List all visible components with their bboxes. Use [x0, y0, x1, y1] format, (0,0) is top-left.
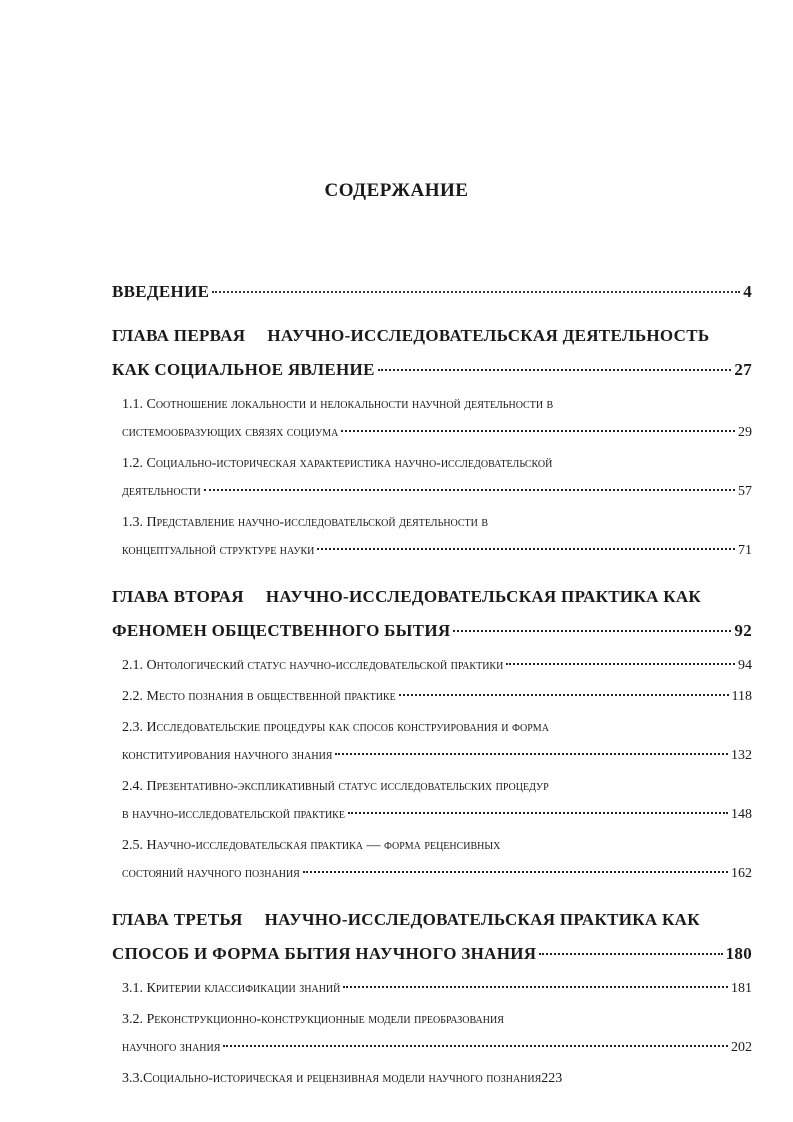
chapter-3-heading[interactable] — [112, 910, 752, 978]
section-3-1-page: 181 — [731, 981, 752, 996]
page-title: СОДЕРЖАНИЕ — [324, 180, 469, 201]
chapter-1-title-line2: КАК СОЦИАЛЬНОЕ ЯВЛЕНИЕ — [112, 360, 375, 379]
section-2-4-page: 148 — [731, 807, 752, 822]
section-1-1[interactable] — [122, 397, 752, 453]
toc-chapter-2 — [112, 587, 752, 894]
toc-intro[interactable] — [112, 282, 752, 310]
section-2-3-line1: 2.3. Исследовательские процедуры как способ конструирования и форма — [122, 720, 549, 735]
chapter-2-title-line2: ФЕНОМЕН ОБЩЕСТВЕННОГО БЫТИЯ — [112, 621, 451, 640]
section-1-3[interactable] — [122, 515, 752, 571]
intro-label: ВВЕДЕНИЕ — [112, 282, 210, 301]
section-3-2-page: 202 — [731, 1040, 752, 1055]
chapter-1-number: ГЛАВА ПЕРВАЯ — [112, 326, 246, 345]
section-1-2-line1: 1.2. Социально-историческая характеристика научно-исследовательской — [122, 456, 553, 471]
section-2-5-line2: состояний научного познания — [122, 866, 300, 881]
dot-leader — [399, 694, 729, 696]
toc-chapter-1 — [112, 326, 752, 571]
section-2-3-line2: конституирования научного знания — [122, 748, 333, 763]
chapter-1-page: 27 — [734, 360, 752, 379]
section-2-5-page: 162 — [731, 866, 752, 881]
section-3-2-line1: 3.2. Реконструкционно-конструкционные модели преобразования — [122, 1012, 504, 1027]
section-3-1[interactable] — [122, 981, 752, 1009]
section-1-1-line2: системообразующих связях социума — [122, 425, 339, 440]
section-1-1-page: 29 — [738, 425, 752, 440]
dot-leader — [303, 871, 728, 873]
section-3-2[interactable] — [122, 1012, 752, 1068]
dot-leader — [317, 548, 735, 550]
section-1-2-page: 57 — [738, 484, 752, 499]
section-2-5-line1: 2.5. Научно-исследовательская практика — форма реценсивных — [122, 838, 501, 853]
section-1-3-line2: концептуальной структуре науки — [122, 543, 315, 558]
section-1-2-line2: деятельности — [122, 484, 201, 499]
section-1-1-line1: 1.1. Соотношение локальности и нелокальности научной деятельности в — [122, 397, 554, 412]
section-2-2-title: 2.2. Место познания в общественной практике — [122, 689, 396, 704]
chapter-1-heading[interactable] — [112, 326, 752, 394]
dot-leader — [539, 953, 722, 955]
chapter-2-number: ГЛАВА ВТОРАЯ — [112, 587, 244, 606]
dot-leader — [212, 291, 740, 293]
dot-leader — [335, 753, 728, 755]
chapter-3-title-line1: НАУЧНО-ИССЛЕДОВАТЕЛЬСКАЯ ПРАКТИКА КАК — [264, 910, 700, 929]
section-3-3[interactable] — [122, 1071, 752, 1099]
dot-leader — [348, 812, 728, 814]
section-2-2-page: 118 — [731, 689, 752, 704]
table-of-contents — [112, 282, 752, 1099]
section-3-3-page: 223 — [541, 1071, 563, 1086]
section-1-3-page: 71 — [738, 543, 752, 558]
section-2-1-page: 94 — [738, 658, 752, 673]
section-3-2-line2: научного знания — [122, 1040, 221, 1055]
section-2-4-line1: 2.4. Презентативно-экспликативный статус исследовательских процедур — [122, 779, 549, 794]
toc-chapter-3 — [112, 910, 752, 1099]
section-2-4[interactable] — [122, 779, 752, 835]
dot-leader — [341, 430, 735, 432]
section-2-3-page: 132 — [731, 748, 752, 763]
dot-leader — [343, 986, 728, 988]
chapter-2-page: 92 — [734, 621, 752, 640]
section-2-1-title: 2.1. Онтологический статус научно-исследовательской практики — [122, 658, 504, 673]
section-2-2[interactable] — [122, 689, 752, 717]
chapter-3-number: ГЛАВА ТРЕТЬЯ — [112, 910, 243, 929]
section-3-1-title: 3.1. Критерии классификации знаний — [122, 981, 341, 996]
chapter-2-heading[interactable] — [112, 587, 752, 655]
chapter-1-title-line1: НАУЧНО-ИССЛЕДОВАТЕЛЬСКАЯ ДЕЯТЕЛЬНОСТЬ — [267, 326, 710, 345]
section-2-1[interactable] — [122, 658, 752, 686]
section-2-5[interactable] — [122, 838, 752, 894]
chapter-3-title-line2: СПОСОБ И ФОРМА БЫТИЯ НАУЧНОГО ЗНАНИЯ — [112, 944, 537, 963]
dot-leader — [204, 489, 735, 491]
dot-leader — [506, 663, 735, 665]
chapter-3-page: 180 — [725, 944, 752, 963]
chapter-2-title-line1: НАУЧНО-ИССЛЕДОВАТЕЛЬСКАЯ ПРАКТИКА КАК — [265, 587, 702, 606]
section-2-3[interactable] — [122, 720, 752, 776]
section-2-4-line2: в научно-исследовательской практике — [122, 807, 345, 822]
dot-leader — [453, 630, 731, 632]
section-3-3-title: 3.3.Социально-историческая и рецензивная модели научного познания — [122, 1071, 542, 1086]
dot-leader — [378, 369, 732, 371]
section-1-3-line1: 1.3. Представление научно-исследовательской деятельности в — [122, 515, 489, 530]
dot-leader — [223, 1045, 728, 1047]
section-1-2[interactable] — [122, 456, 752, 512]
intro-page: 4 — [743, 282, 752, 301]
